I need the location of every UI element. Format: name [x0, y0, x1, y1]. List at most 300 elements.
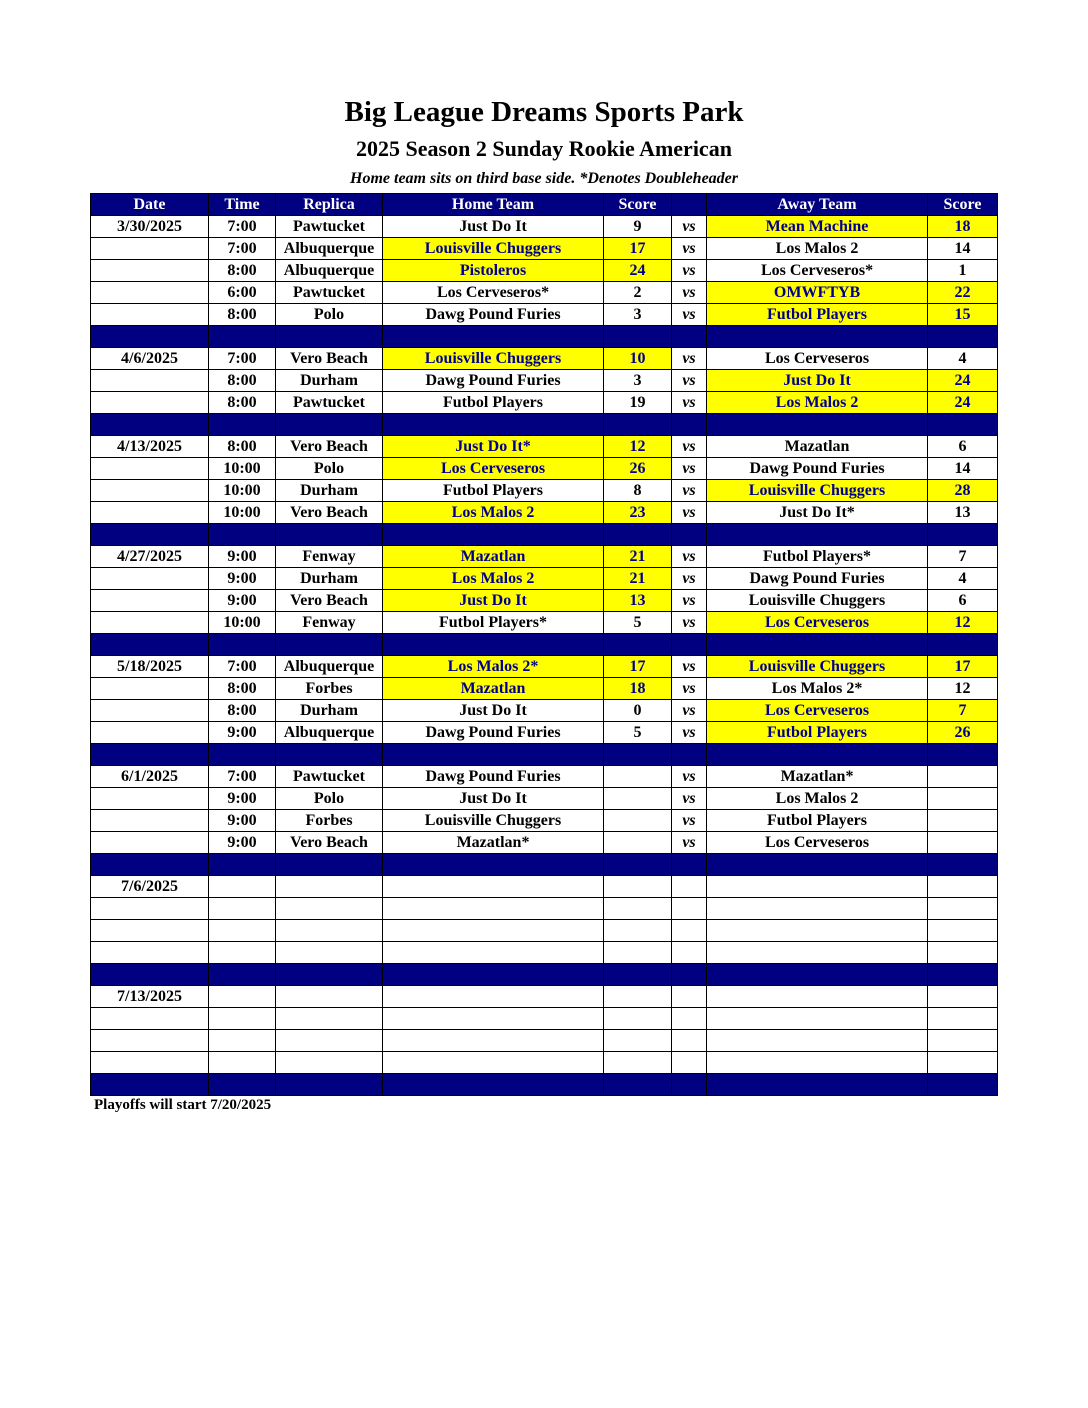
home-team-cell: [383, 986, 604, 1008]
vs-cell: vs: [672, 392, 707, 414]
time-cell: 9:00: [209, 722, 276, 744]
game-row: [91, 568, 998, 590]
game-row: [91, 942, 998, 964]
separator-cell: [604, 634, 672, 656]
home-team-cell: Los Cerveseros: [383, 458, 604, 480]
separator-cell: [276, 326, 383, 348]
home-team-cell: Mazatlan: [383, 678, 604, 700]
vs-cell: vs: [672, 304, 707, 326]
game-row: [91, 766, 998, 788]
col-header-home-team: Home Team: [383, 194, 604, 216]
separator-cell: [604, 326, 672, 348]
home-score-cell: [604, 876, 672, 898]
game-row: [91, 700, 998, 722]
away-score-cell: [928, 898, 998, 920]
replica-field-cell: [276, 1008, 383, 1030]
vs-cell: vs: [672, 832, 707, 854]
game-row: [91, 678, 998, 700]
vs-cell: vs: [672, 722, 707, 744]
home-team-cell: Los Malos 2*: [383, 656, 604, 678]
date-cell: [91, 458, 209, 480]
home-score-cell: 19: [604, 392, 672, 414]
home-score-cell: [604, 1052, 672, 1074]
home-team-cell: Dawg Pound Furies: [383, 766, 604, 788]
separator-cell: [276, 964, 383, 986]
time-cell: 8:00: [209, 392, 276, 414]
game-row: [91, 590, 998, 612]
time-cell: [209, 986, 276, 1008]
week-separator-row: [91, 634, 998, 656]
date-cell: [91, 238, 209, 260]
home-team-cell: [383, 942, 604, 964]
away-team-cell: [707, 1008, 928, 1030]
time-cell: 10:00: [209, 502, 276, 524]
time-cell: 8:00: [209, 436, 276, 458]
game-row: [91, 920, 998, 942]
away-score-cell: 13: [928, 502, 998, 524]
game-row: [91, 1052, 998, 1074]
replica-field-cell: Forbes: [276, 678, 383, 700]
vs-cell: vs: [672, 700, 707, 722]
home-team-cell: Just Do It: [383, 590, 604, 612]
col-header-home-score: Score: [604, 194, 672, 216]
vs-cell: vs: [672, 370, 707, 392]
separator-cell: [276, 634, 383, 656]
replica-field-cell: Forbes: [276, 810, 383, 832]
away-score-cell: 24: [928, 392, 998, 414]
time-cell: 7:00: [209, 656, 276, 678]
home-score-cell: 5: [604, 612, 672, 634]
away-score-cell: [928, 876, 998, 898]
vs-cell: vs: [672, 678, 707, 700]
separator-cell: [672, 1074, 707, 1096]
vs-cell: vs: [672, 458, 707, 480]
week-separator-row: [91, 414, 998, 436]
home-score-cell: [604, 788, 672, 810]
week-separator-row: [91, 326, 998, 348]
time-cell: 8:00: [209, 678, 276, 700]
away-score-cell: [928, 986, 998, 1008]
replica-field-cell: Vero Beach: [276, 590, 383, 612]
away-team-cell: Just Do It*: [707, 502, 928, 524]
time-cell: 8:00: [209, 304, 276, 326]
separator-cell: [91, 634, 209, 656]
game-row: [91, 810, 998, 832]
separator-cell: [604, 964, 672, 986]
separator-cell: [928, 524, 998, 546]
vs-cell: vs: [672, 348, 707, 370]
vs-cell: vs: [672, 568, 707, 590]
separator-cell: [276, 854, 383, 876]
home-score-cell: 17: [604, 656, 672, 678]
replica-field-cell: Fenway: [276, 546, 383, 568]
away-score-cell: [928, 1008, 998, 1030]
home-team-cell: Mazatlan: [383, 546, 604, 568]
date-cell: [91, 260, 209, 282]
vs-cell: vs: [672, 480, 707, 502]
week-separator-row: [91, 524, 998, 546]
time-cell: 9:00: [209, 810, 276, 832]
week-separator-row: [91, 744, 998, 766]
separator-cell: [209, 744, 276, 766]
time-cell: 7:00: [209, 766, 276, 788]
separator-cell: [604, 524, 672, 546]
separator-cell: [209, 634, 276, 656]
time-cell: [209, 942, 276, 964]
away-score-cell: 6: [928, 590, 998, 612]
game-row: [91, 260, 998, 282]
home-score-cell: 5: [604, 722, 672, 744]
away-team-cell: [707, 986, 928, 1008]
date-cell: [91, 942, 209, 964]
date-cell: [91, 304, 209, 326]
home-score-cell: [604, 1030, 672, 1052]
separator-cell: [672, 414, 707, 436]
separator-cell: [276, 1074, 383, 1096]
separator-cell: [672, 854, 707, 876]
time-cell: 10:00: [209, 480, 276, 502]
home-team-cell: Los Malos 2: [383, 502, 604, 524]
home-team-cell: Louisville Chuggers: [383, 348, 604, 370]
separator-cell: [276, 524, 383, 546]
time-cell: 8:00: [209, 370, 276, 392]
time-cell: 9:00: [209, 546, 276, 568]
separator-cell: [209, 1074, 276, 1096]
time-cell: 10:00: [209, 612, 276, 634]
separator-cell: [383, 326, 604, 348]
away-team-cell: Louisville Chuggers: [707, 590, 928, 612]
replica-field-cell: [276, 1030, 383, 1052]
week-separator-row: [91, 964, 998, 986]
schedule-table: [90, 193, 998, 1096]
home-score-cell: 2: [604, 282, 672, 304]
home-score-cell: 17: [604, 238, 672, 260]
game-row: [91, 238, 998, 260]
away-score-cell: 22: [928, 282, 998, 304]
home-score-cell: [604, 832, 672, 854]
home-team-cell: Los Malos 2: [383, 568, 604, 590]
replica-field-cell: Vero Beach: [276, 436, 383, 458]
separator-cell: [928, 1074, 998, 1096]
home-team-cell: Louisville Chuggers: [383, 238, 604, 260]
replica-field-cell: Durham: [276, 700, 383, 722]
home-score-cell: 8: [604, 480, 672, 502]
replica-field-cell: Pawtucket: [276, 766, 383, 788]
time-cell: [209, 1052, 276, 1074]
separator-cell: [672, 964, 707, 986]
home-score-cell: [604, 810, 672, 832]
separator-cell: [707, 964, 928, 986]
separator-cell: [383, 414, 604, 436]
page-title: Big League Dreams Sports Park: [344, 96, 744, 128]
away-team-cell: [707, 1030, 928, 1052]
away-team-cell: Los Cerveseros: [707, 700, 928, 722]
separator-cell: [209, 964, 276, 986]
home-team-cell: Mazatlan*: [383, 832, 604, 854]
time-cell: [209, 920, 276, 942]
time-cell: 9:00: [209, 788, 276, 810]
date-cell: [91, 480, 209, 502]
playoffs-note: Playoffs will start 7/20/2025: [94, 1097, 272, 1113]
col-header-vs: [672, 194, 707, 216]
game-row: [91, 480, 998, 502]
game-row: [91, 216, 998, 238]
away-score-cell: [928, 942, 998, 964]
separator-cell: [209, 326, 276, 348]
away-score-cell: [928, 832, 998, 854]
separator-cell: [91, 1074, 209, 1096]
separator-cell: [604, 744, 672, 766]
separator-cell: [928, 326, 998, 348]
game-row: [91, 722, 998, 744]
vs-cell: vs: [672, 436, 707, 458]
game-row: [91, 436, 998, 458]
date-cell: [91, 392, 209, 414]
away-score-cell: [928, 766, 998, 788]
home-score-cell: [604, 898, 672, 920]
game-row: [91, 788, 998, 810]
date-cell: [91, 502, 209, 524]
vs-cell: vs: [672, 766, 707, 788]
away-team-cell: Futbol Players: [707, 722, 928, 744]
away-team-cell: [707, 920, 928, 942]
separator-cell: [383, 964, 604, 986]
home-team-cell: Just Do It: [383, 788, 604, 810]
replica-field-cell: Vero Beach: [276, 832, 383, 854]
replica-field-cell: Polo: [276, 304, 383, 326]
time-cell: 7:00: [209, 348, 276, 370]
separator-cell: [707, 634, 928, 656]
away-score-cell: 26: [928, 722, 998, 744]
away-team-cell: OMWFTYB: [707, 282, 928, 304]
date-cell: [91, 612, 209, 634]
away-team-cell: Mazatlan: [707, 436, 928, 458]
home-team-cell: [383, 1008, 604, 1030]
replica-field-cell: [276, 942, 383, 964]
home-team-cell: Just Do It*: [383, 436, 604, 458]
away-team-cell: Los Cerveseros: [707, 832, 928, 854]
vs-cell: vs: [672, 612, 707, 634]
replica-field-cell: Pawtucket: [276, 282, 383, 304]
vs-cell: vs: [672, 502, 707, 524]
replica-field-cell: Polo: [276, 788, 383, 810]
game-row: [91, 832, 998, 854]
home-score-cell: [604, 766, 672, 788]
separator-cell: [91, 744, 209, 766]
replica-field-cell: [276, 986, 383, 1008]
replica-field-cell: Durham: [276, 568, 383, 590]
separator-cell: [707, 414, 928, 436]
date-cell: 7/6/2025: [91, 876, 209, 898]
separator-cell: [209, 854, 276, 876]
home-score-cell: 3: [604, 370, 672, 392]
date-cell: [91, 282, 209, 304]
time-cell: [209, 1008, 276, 1030]
separator-cell: [707, 326, 928, 348]
time-cell: 10:00: [209, 458, 276, 480]
vs-cell: vs: [672, 810, 707, 832]
away-score-cell: 14: [928, 238, 998, 260]
vs-cell: vs: [672, 238, 707, 260]
home-score-cell: 18: [604, 678, 672, 700]
time-cell: 7:00: [209, 238, 276, 260]
time-cell: 9:00: [209, 590, 276, 612]
away-team-cell: Los Cerveseros: [707, 348, 928, 370]
date-cell: [91, 898, 209, 920]
game-row: [91, 282, 998, 304]
home-score-cell: 26: [604, 458, 672, 480]
away-score-cell: [928, 1030, 998, 1052]
home-team-cell: Los Cerveseros*: [383, 282, 604, 304]
date-cell: 4/13/2025: [91, 436, 209, 458]
game-row: [91, 876, 998, 898]
date-cell: 6/1/2025: [91, 766, 209, 788]
date-cell: [91, 832, 209, 854]
game-row: [91, 898, 998, 920]
game-row: [91, 502, 998, 524]
time-cell: 6:00: [209, 282, 276, 304]
away-score-cell: [928, 788, 998, 810]
replica-field-cell: Albuquerque: [276, 260, 383, 282]
doubleheader-note: Home team sits on third base side. *Denotes Doubleheader: [350, 170, 738, 187]
replica-field-cell: Polo: [276, 458, 383, 480]
home-score-cell: 3: [604, 304, 672, 326]
separator-cell: [928, 854, 998, 876]
away-team-cell: Just Do It: [707, 370, 928, 392]
col-header-away-team: Away Team: [707, 194, 928, 216]
away-score-cell: 7: [928, 546, 998, 568]
col-header-replica: Replica: [276, 194, 383, 216]
away-score-cell: 15: [928, 304, 998, 326]
away-team-cell: Mean Machine: [707, 216, 928, 238]
separator-cell: [91, 964, 209, 986]
vs-cell: vs: [672, 216, 707, 238]
date-cell: [91, 920, 209, 942]
date-cell: [91, 1030, 209, 1052]
header-row: [91, 194, 998, 216]
date-cell: [91, 788, 209, 810]
separator-cell: [604, 1074, 672, 1096]
home-team-cell: Futbol Players: [383, 480, 604, 502]
separator-cell: [707, 854, 928, 876]
away-team-cell: Dawg Pound Furies: [707, 568, 928, 590]
time-cell: [209, 876, 276, 898]
home-score-cell: 9: [604, 216, 672, 238]
separator-cell: [928, 744, 998, 766]
away-score-cell: [928, 810, 998, 832]
game-row: [91, 612, 998, 634]
home-team-cell: Just Do It: [383, 216, 604, 238]
date-cell: [91, 1052, 209, 1074]
away-score-cell: 12: [928, 612, 998, 634]
away-team-cell: [707, 1052, 928, 1074]
replica-field-cell: [276, 876, 383, 898]
separator-cell: [91, 854, 209, 876]
replica-field-cell: Pawtucket: [276, 216, 383, 238]
home-team-cell: [383, 876, 604, 898]
game-row: [91, 370, 998, 392]
away-score-cell: 7: [928, 700, 998, 722]
away-score-cell: 12: [928, 678, 998, 700]
replica-field-cell: Albuquerque: [276, 238, 383, 260]
separator-cell: [383, 524, 604, 546]
separator-cell: [928, 414, 998, 436]
vs-cell: vs: [672, 546, 707, 568]
vs-cell: [672, 920, 707, 942]
vs-cell: [672, 942, 707, 964]
schedule-body: [91, 216, 998, 1096]
date-cell: 5/18/2025: [91, 656, 209, 678]
game-row: [91, 458, 998, 480]
away-score-cell: [928, 1052, 998, 1074]
away-team-cell: Los Cerveseros: [707, 612, 928, 634]
away-score-cell: 4: [928, 568, 998, 590]
away-team-cell: Futbol Players: [707, 810, 928, 832]
away-score-cell: 6: [928, 436, 998, 458]
date-cell: 7/13/2025: [91, 986, 209, 1008]
home-team-cell: Louisville Chuggers: [383, 810, 604, 832]
away-team-cell: Louisville Chuggers: [707, 656, 928, 678]
replica-field-cell: Pawtucket: [276, 392, 383, 414]
separator-cell: [383, 634, 604, 656]
week-separator-row: [91, 854, 998, 876]
separator-cell: [91, 326, 209, 348]
home-team-cell: [383, 1030, 604, 1052]
time-cell: [209, 1030, 276, 1052]
home-score-cell: 10: [604, 348, 672, 370]
away-team-cell: Los Cerveseros*: [707, 260, 928, 282]
home-score-cell: 21: [604, 568, 672, 590]
away-score-cell: [928, 920, 998, 942]
vs-cell: [672, 1030, 707, 1052]
time-cell: 9:00: [209, 568, 276, 590]
away-score-cell: 28: [928, 480, 998, 502]
home-team-cell: [383, 898, 604, 920]
week-separator-row: [91, 1074, 998, 1096]
home-score-cell: 23: [604, 502, 672, 524]
separator-cell: [276, 414, 383, 436]
separator-cell: [276, 744, 383, 766]
replica-field-cell: Durham: [276, 370, 383, 392]
date-cell: [91, 810, 209, 832]
date-cell: 4/6/2025: [91, 348, 209, 370]
separator-cell: [672, 326, 707, 348]
away-team-cell: Dawg Pound Furies: [707, 458, 928, 480]
date-cell: [91, 722, 209, 744]
date-cell: 3/30/2025: [91, 216, 209, 238]
time-cell: 9:00: [209, 832, 276, 854]
home-score-cell: 13: [604, 590, 672, 612]
away-score-cell: 1: [928, 260, 998, 282]
separator-cell: [672, 744, 707, 766]
separator-cell: [604, 414, 672, 436]
game-row: [91, 1030, 998, 1052]
game-row: [91, 1008, 998, 1030]
away-team-cell: Los Malos 2: [707, 788, 928, 810]
home-score-cell: [604, 942, 672, 964]
away-score-cell: 24: [928, 370, 998, 392]
separator-cell: [383, 854, 604, 876]
separator-cell: [672, 524, 707, 546]
home-score-cell: [604, 986, 672, 1008]
time-cell: 8:00: [209, 260, 276, 282]
vs-cell: [672, 898, 707, 920]
away-score-cell: 4: [928, 348, 998, 370]
date-cell: [91, 700, 209, 722]
date-cell: [91, 1008, 209, 1030]
home-score-cell: [604, 1008, 672, 1030]
home-score-cell: 12: [604, 436, 672, 458]
